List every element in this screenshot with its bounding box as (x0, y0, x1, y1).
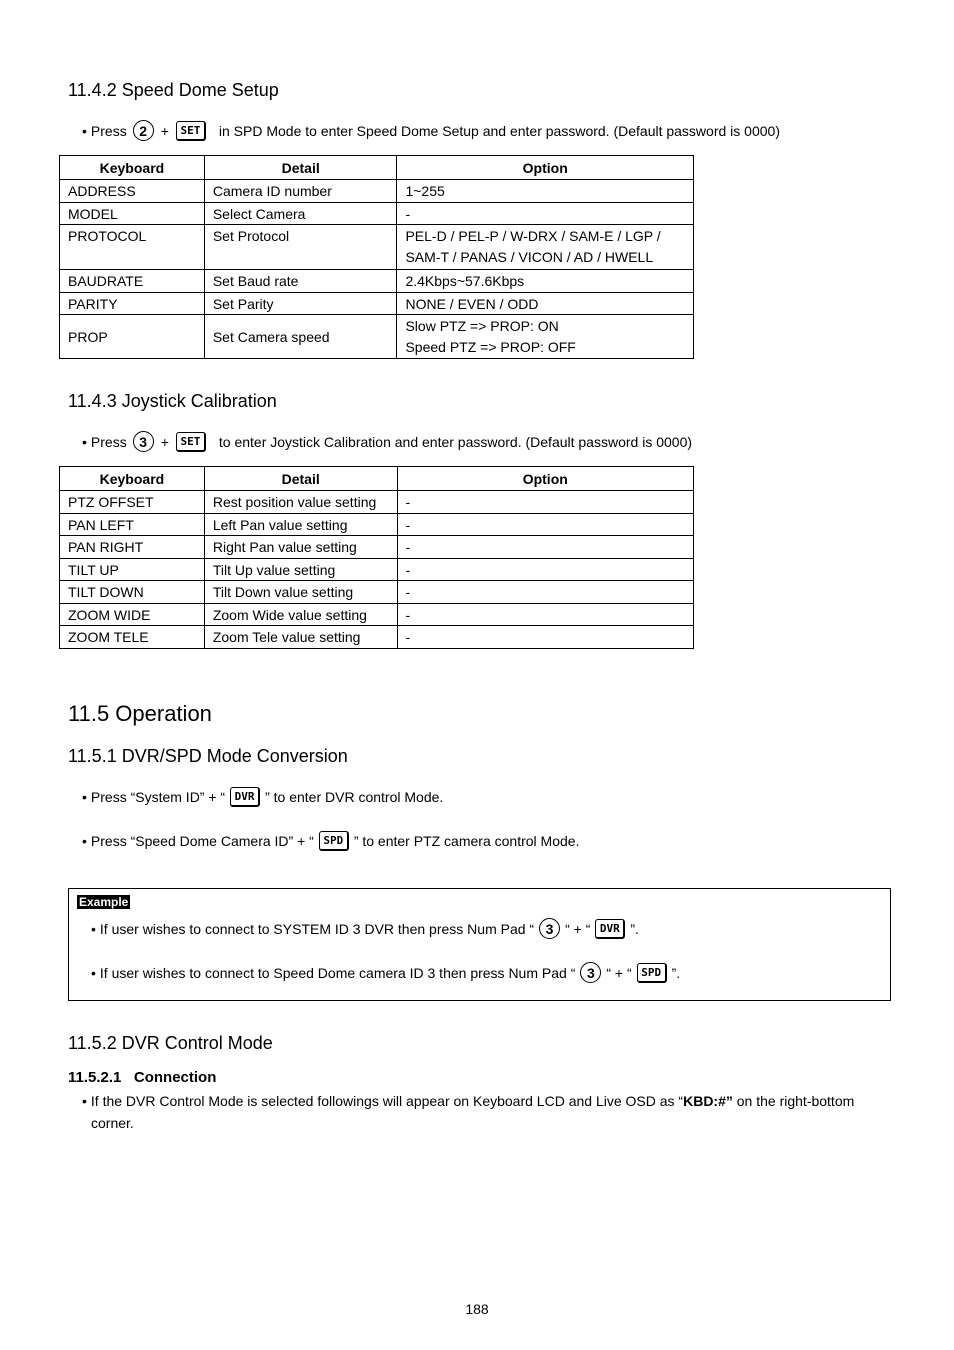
col-header-option: Option (397, 156, 694, 180)
section-title-mode-conversion: 11.5.1 DVR/SPD Mode Conversion (68, 746, 348, 766)
key-2-icon: 2 (133, 120, 154, 141)
table-row (60, 491, 694, 514)
connection-paragraph (82, 1090, 892, 1134)
dvr-key-icon: DVR (595, 919, 625, 939)
cell-keyboard: ZOOM TELE (60, 626, 205, 649)
table-row (60, 626, 694, 649)
cell-keyboard: BAUDRATE (60, 270, 205, 293)
cell-option: - (397, 559, 693, 581)
example-text: If user wishes to connect to SYSTEM ID 3 DVR then press Num Pad “ (99, 920, 535, 937)
cell-keyboard: PTZ OFFSET (60, 491, 205, 514)
speed-dome-table (59, 155, 694, 359)
table-row (60, 604, 694, 626)
dvr-key-icon: DVR (230, 787, 260, 807)
spd-key-icon: SPD (319, 831, 349, 851)
cell-keyboard: MODEL (60, 203, 205, 225)
kbd-indicator: KBD:#” (683, 1093, 733, 1109)
cell-option: NONE / EVEN / ODD (397, 293, 694, 315)
spd-mode-instruction (82, 831, 579, 851)
section-title-dvr-control-mode: 11.5.2 DVR Control Mode (68, 1033, 273, 1053)
paragraph-text: If the DVR Control Mode is selected followings will appear on Keyboard LCD and Live OSD as “ (90, 1093, 684, 1109)
option-line: Slow PTZ => PROP: ON (405, 317, 559, 334)
subsection-title-connection: 11.5.2.1 Connection (68, 1069, 217, 1086)
instruction-text: Press “Speed Dome Camera ID” + “ (90, 833, 314, 849)
cell-option: - (397, 626, 693, 649)
cell-detail: Tilt Down value setting (204, 581, 397, 604)
spd-key-icon: SPD (637, 963, 667, 983)
bullet: • (91, 964, 96, 981)
key-3-icon: 3 (580, 962, 601, 983)
bullet: • (82, 1093, 87, 1109)
instruction-text: to enter Joystick Calibration and enter password. (Default password is 0000) (218, 433, 693, 450)
example-text: “ + “ (565, 920, 591, 937)
table-row (60, 315, 694, 359)
example-line-spd (91, 962, 680, 983)
table-row (60, 581, 694, 604)
press-text: Press (90, 433, 127, 450)
instruction-text: Press “System ID” + “ (90, 789, 226, 805)
table-row (60, 225, 694, 270)
cell-detail: Right Pan value setting (204, 536, 397, 559)
table-row (60, 536, 694, 559)
table-header-row (60, 156, 694, 180)
col-header-option: Option (397, 467, 693, 491)
set-key-icon: SET (176, 121, 206, 141)
plus-text: + (160, 122, 169, 139)
bullet: • (91, 920, 96, 937)
cell-detail: Set Baud rate (204, 270, 397, 293)
cell-detail: Select Camera (204, 203, 397, 225)
section-title-operation: 11.5 Operation (68, 701, 212, 726)
cell-detail: Zoom Wide value setting (204, 604, 397, 626)
table-row (60, 293, 694, 315)
cell-keyboard: ADDRESS (60, 180, 205, 203)
cell-keyboard: ZOOM WIDE (60, 604, 205, 626)
example-box (68, 888, 891, 1001)
bullet: • (82, 833, 87, 849)
set-key-icon: SET (176, 432, 206, 452)
cell-detail: Set Camera speed (204, 315, 397, 359)
table-row (60, 180, 694, 203)
cell-keyboard: TILT UP (60, 559, 205, 581)
cell-option: - (397, 491, 693, 514)
example-text: If user wishes to connect to Speed Dome camera ID 3 then press Num Pad “ (99, 964, 576, 981)
press-text: Press (90, 122, 127, 139)
cell-option: - (397, 536, 693, 559)
cell-keyboard: PROTOCOL (60, 225, 205, 270)
plus-text: + (160, 433, 169, 450)
cell-detail: Zoom Tele value setting (204, 626, 397, 649)
option-line: SAM-T / PANAS / VICON / AD / HWELL (405, 249, 654, 265)
joystick-calibration-table (59, 466, 694, 649)
col-header-detail: Detail (204, 467, 397, 491)
instruction-text: ” to enter DVR control Mode. (265, 789, 444, 805)
example-text: ”. (630, 920, 639, 937)
cell-detail: Left Pan value setting (204, 514, 397, 536)
cell-option: - (397, 203, 694, 225)
cell-keyboard: PARITY (60, 293, 205, 315)
option-line: Speed PTZ => PROP: OFF (405, 338, 576, 355)
cell-keyboard: PROP (60, 315, 205, 359)
cell-detail: Set Parity (204, 293, 397, 315)
col-header-detail: Detail (204, 156, 397, 180)
key-3-icon: 3 (133, 431, 154, 452)
table-row (60, 559, 694, 581)
cell-option: 1~255 (397, 180, 694, 203)
paragraph-text: on the right-bottom (732, 1093, 855, 1109)
section-title-joystick-calibration: 11.4.3 Joystick Calibration (68, 391, 277, 411)
paragraph-text: corner. (91, 1115, 134, 1131)
cell-keyboard: PAN LEFT (60, 514, 205, 536)
cell-option: - (397, 514, 693, 536)
instruction-text: ” to enter PTZ camera control Mode. (353, 833, 580, 849)
option-line: PEL-D / PEL-P / W-DRX / SAM-E / LGP / (405, 228, 661, 244)
col-header-keyboard: Keyboard (60, 467, 205, 491)
example-text: “ + “ (606, 964, 632, 981)
cell-detail: Camera ID number (204, 180, 397, 203)
cell-option (397, 225, 694, 270)
cell-detail: Tilt Up value setting (204, 559, 397, 581)
speed-dome-instruction (82, 120, 780, 141)
section-title-speed-dome-setup: 11.4.2 Speed Dome Setup (68, 80, 279, 100)
table-row (60, 270, 694, 293)
example-label: Example (79, 895, 129, 909)
instruction-text: in SPD Mode to enter Speed Dome Setup and enter password. (Default password is 0000) (218, 122, 780, 139)
table-header-row (60, 467, 694, 491)
cell-option: - (397, 581, 693, 604)
cell-option (397, 315, 694, 359)
cell-detail: Rest position value setting (204, 491, 397, 514)
col-header-keyboard: Keyboard (60, 156, 205, 180)
bullet: • (82, 122, 87, 139)
cell-detail: Set Protocol (204, 225, 397, 270)
cell-keyboard: TILT DOWN (60, 581, 205, 604)
bullet: • (82, 433, 87, 450)
joystick-instruction (82, 431, 692, 452)
cell-option: - (397, 604, 693, 626)
table-row (60, 203, 694, 225)
example-line-dvr (91, 918, 639, 939)
key-3-icon: 3 (539, 918, 560, 939)
cell-option: 2.4Kbps~57.6Kbps (397, 270, 694, 293)
page-number: 188 (465, 1301, 489, 1317)
example-text: ”. (671, 964, 681, 981)
dvr-mode-instruction (82, 787, 443, 807)
cell-keyboard: PAN RIGHT (60, 536, 205, 559)
bullet: • (82, 789, 87, 805)
table-row (60, 514, 694, 536)
